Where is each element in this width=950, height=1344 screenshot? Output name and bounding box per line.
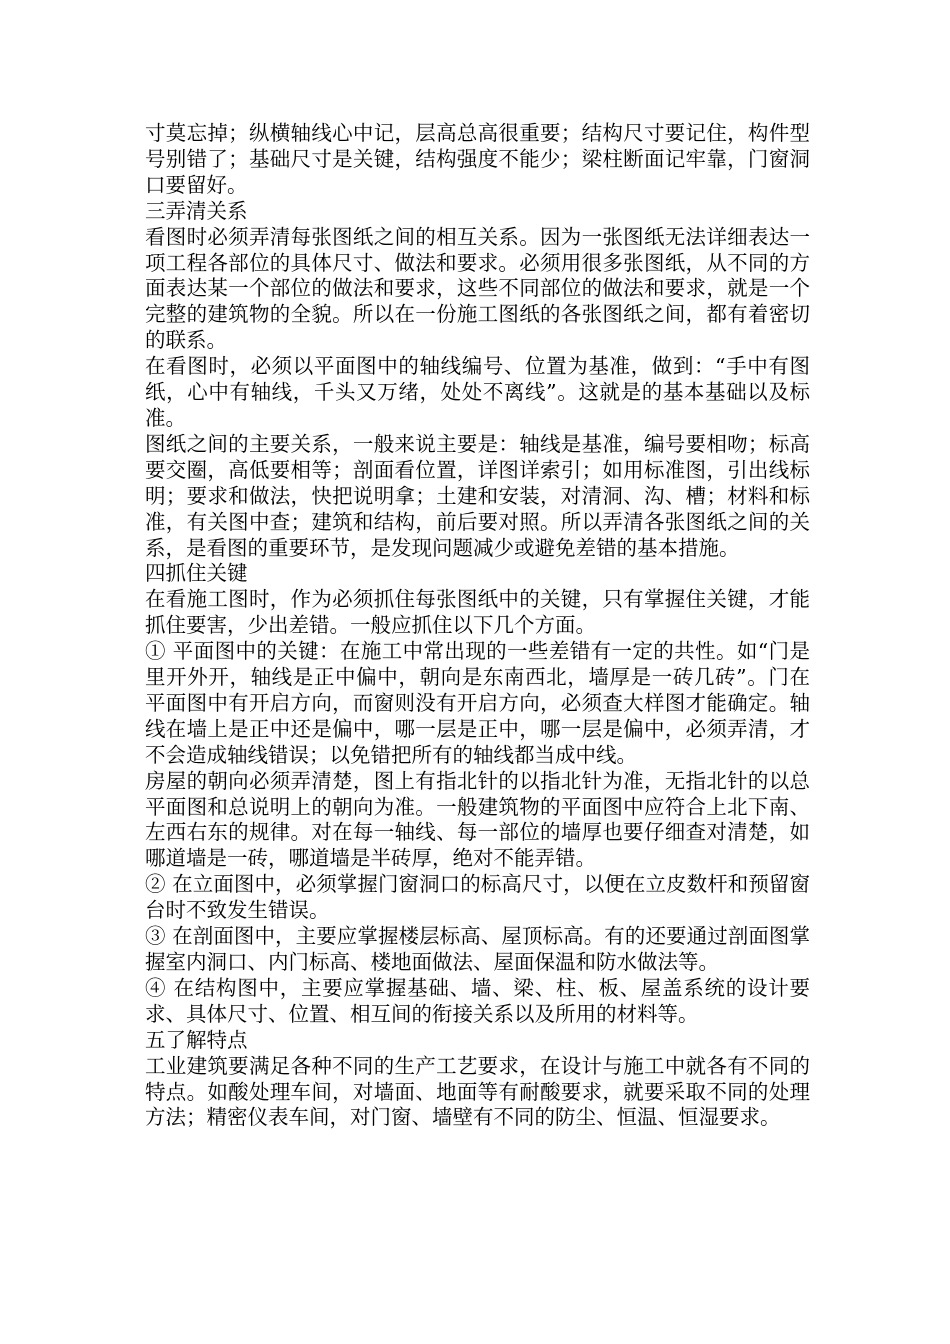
paragraph-3-2: 在看图时，必须以平面图中的轴线编号、位置为基准，做到：“手中有图纸，心中有轴线，千头又万绪，处处不离线”。这就是的基本基础以及标准。: [145, 354, 810, 430]
paragraph-4-2: ① 平面图中的关键：在施工中常出现的一些差错有一定的共性。如“门是里开外开，轴线是正中偏中，朝向是东南西北，墙厚是一砖几砖”。门在平面图中有开启方向，而窗则没有开启方向，必须查大样图才能确定。轴线在墙上是正中还是偏中，哪一层是正中，哪一层是偏中，必须弄清，才不会造成轴线错误；以免错把所有的轴线都当成中线。: [145, 639, 810, 767]
section-heading-4: 四抓住关键: [145, 561, 248, 586]
paragraph-3-1: 看图时必须弄清每张图纸之间的相互关系。因为一张图纸无法详细表达一项工程各部位的具体尺寸、做法和要求。必须用很多张图纸，从不同的方面表达某一个部位的做法和要求，这些不同部位的做法和要求，就是一个完整的建筑物的全貌。所以在一份施工图纸的各张图纸之间，都有着密切的联系。: [145, 224, 810, 353]
document-page: [145, 121, 810, 1131]
paragraph-3-3: 图纸之间的主要关系，一般来说主要是：轴线是基准，编号要相吻；标高要交圈，高低要相等；剖面看位置，详图详索引；如用标准图，引出线标明；要求和做法，快把说明拿；土建和安装，对清洞、沟、槽；材料和标准，有关图中查；建筑和结构，前后要对照。所以弄清各张图纸之间的关系，是看图的重要环节，是发现问题减少或避免差错的基本措施。: [145, 431, 810, 560]
paragraph-4-6: ④ 在结构图中，主要应掌握基础、墙、梁、柱、板、屋盖系统的设计要求、具体尺寸、位置、相互间的衔接关系以及所用的材料等。: [145, 975, 810, 1026]
paragraph-4-1: 在看施工图时，作为必须抓住每张图纸中的关键，只有掌握住关键，才能抓住要害，少出差错。一般应抓住以下几个方面。: [145, 587, 810, 638]
paragraph-5-1: 工业建筑要满足各种不同的生产工艺要求，在设计与施工中就各有不同的特点。如酸处理车间，对墙面、地面等有耐酸要求，就要采取不同的处理方法；精密仪表车间，对门窗、墙壁有不同的防尘、恒温、恒湿要求。: [145, 1053, 810, 1130]
section-heading-3: 三弄清关系: [145, 198, 248, 223]
paragraph-4-5: ③ 在剖面图中，主要应掌握楼层标高、屋顶标高。有的还要通过剖面图掌握室内洞口、内门标高、楼地面做法、屋面保温和防水做法等。: [145, 924, 810, 974]
section-heading-5: 五了解特点: [145, 1027, 248, 1052]
paragraph-4-4: ② 在立面图中，必须掌握门窗洞口的标高尺寸，以便在立皮数杆和预留窗台时不致发生错误。: [145, 872, 810, 923]
paragraph-4-3: 房屋的朝向必须弄清楚，图上有指北针的以指北针为准，无指北针的以总平面图和总说明上的朝向为准。一般建筑物的平面图中应符合上北下南、左西右东的规律。对在每一轴线、每一部位的墙厚也要仔细查对清楚，如哪道墙是一砖，哪道墙是半砖厚，绝对不能弄错。: [145, 768, 810, 871]
paragraph-intro-tail: 寸莫忘掉；纵横轴线心中记，层高总高很重要；结构尺寸要记住，构件型号别错了；基础尺寸是关键，结构强度不能少；梁柱断面记牢靠，门窗洞口要留好。: [145, 121, 810, 197]
